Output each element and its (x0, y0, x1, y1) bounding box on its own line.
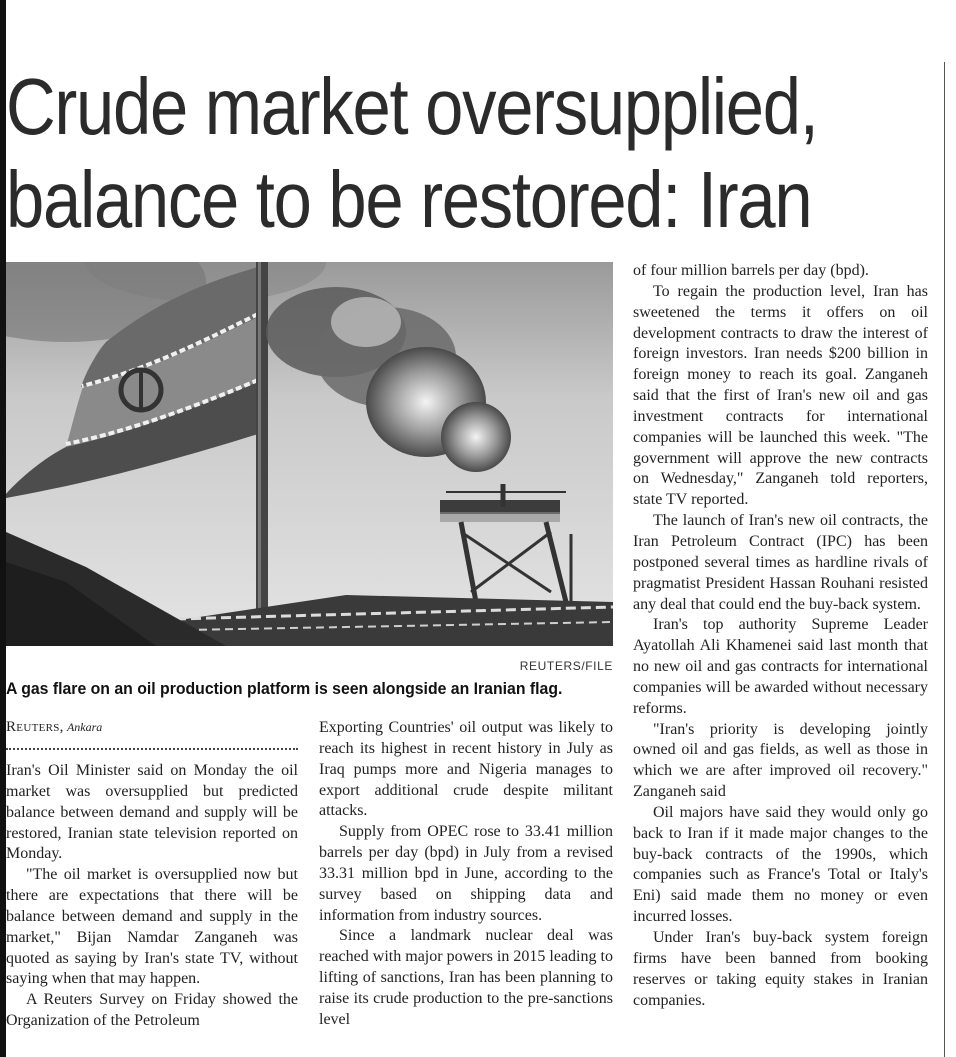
paragraph: To regain the production level, Iran has sweetened the terms it offers on oil development contracts to draw the interest of foreign investors. Iran needs $200 billion in foreign money to reach its goal. Zanganeh said that the first of Iran's new oil and gas investment contracts for international companies will be launched this week. "The government will approve the new contracts on Wednesday," Zanganeh told reporters, state TV reported. (633, 282, 928, 509)
body-column-3 (633, 261, 928, 1057)
paragraph: of four million barrels per day (bpd). (633, 262, 869, 279)
body-column-2 (319, 718, 613, 1057)
byline (6, 718, 298, 736)
paragraph: The launch of Iran's new oil contracts, the Iran Petroleum Contract (IPC) has been postponed several times as hardline rivals of pragmatist President Hassan Rouhani resisted any deal that could end the buy-back system. (633, 512, 928, 613)
paragraph: A Reuters Survey on Friday showed the Organization of the Petroleum (6, 991, 298, 1030)
body-column-1 (6, 761, 298, 1057)
photo-credit: REUTERS/FILE (519, 659, 613, 673)
headline-line-2: balance to be restored: Iran (6, 155, 812, 244)
paragraph: "Iran's priority is developing jointly owned oil and gas fields, as well as those in which we are after improved oil recovery." Zanganeh said (633, 720, 928, 801)
news-photo (6, 262, 613, 646)
column-rule (944, 62, 945, 1057)
paragraph: Iran's Oil Minister said on Monday the oil market was oversupplied but predicted balance between demand and supply will be restored, Iranian state television reported on Monday. (6, 762, 298, 863)
photo-caption: A gas flare on an oil production platform is seen alongside an Iranian flag. (6, 679, 563, 698)
paragraph: Supply from OPEC rose to 33.41 million barrels per day (bpd) in July from a revised 33.31 million bpd in June, according to the survey based on shipping data and information from industry sources. (319, 823, 613, 924)
byline-city: Ankara (66, 720, 103, 734)
byline-divider (6, 748, 298, 750)
paragraph: Oil majors have said they would only go back to Iran if it made major changes to the buy-back contracts of the 1990s, which companies such as France's Total or Italy's Eni) said made them no money or even incurred losses. (633, 803, 928, 926)
headline-line-1: Crude market oversupplied, (6, 62, 818, 151)
paragraph: "The oil market is oversupplied now but there are expectations that there will be balance between demand and supply in the market," Bijan Namdar Zanganeh was quoted as saying by Iran's state TV, without saying when that may happen. (6, 866, 298, 988)
flag-and-gas-flare-illustration (6, 262, 613, 646)
paragraph: Iran's top authority Supreme Leader Ayatollah Ali Khamenei said last month that no new oil and gas contracts for international companies will be awarded without necessary reforms. (633, 616, 928, 717)
paragraph: Since a landmark nuclear deal was reached with major powers in 2015 leading to lifting of sanctions, Iran has been planning to raise its crude production to the pre-sanctions level (319, 927, 613, 1028)
paragraph: Under Iran's buy-back system foreign firms have been banned from booking reserves or taking equity stakes in Iranian companies. (633, 929, 928, 1009)
byline-agency: Reuters, (6, 719, 64, 735)
headline (6, 60, 818, 246)
paragraph: Exporting Countries' oil output was likely to reach its highest in recent history in July as Iraq pumps more and Nigeria manages to export additional crude despite militant attacks. (319, 719, 613, 820)
